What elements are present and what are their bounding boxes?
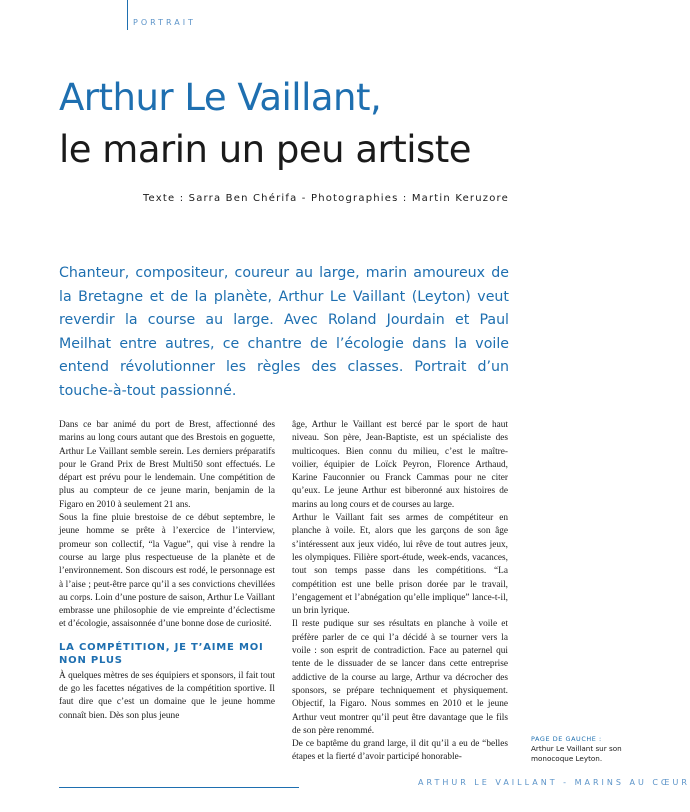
- article-title-line2: le marin un peu artiste: [59, 128, 472, 171]
- byline: Texte : Sarra Ben Chérifa - Photographies : Martin Keruzore: [142, 193, 509, 204]
- left-paragraph-3: À quelques mètres de ses équipiers et sponsors, il fait tout de go les facettes négatives de la compétition sportive. Il faut dire que c’est un domaine que le jeune homme connaît bien. Dès son plus jeune: [59, 670, 275, 721]
- right-paragraph-3: Il reste pudique sur ses résultats en planche à voile et préfère parler de ce qui l’a décidé à se tourner vers la voile : son esprit de contradiction. Face au paternel qui tente de le dissuader de se lancer dans cette entreprise addictive de la course au large, Arthur va décrocher des sponsors, se prépare techniquement et physiquement. Objectif, la Figaro. Nous sommes en 2010 et le jeune Arthur veut montrer qu’il peut être davantage que le fils de son père renommé.: [292, 619, 508, 736]
- running-head: ARTHUR LE VAILLANT - MARINS AU CŒUR: [418, 778, 690, 787]
- right-paragraph-2: Arthur le Vaillant fait ses armes de compétiteur en planche à voile. Et, alors que les garçons de son âge s’intéressent aux jeux vidéo, lui rêve de tout autres jeux, les olympiques. Filière sport-étude, week-ends, vacances, tout son temps passe dans les compétitions. “La compétition est une belle prison dorée par le travail, l’engagement et l’abnégation qu’elle implique” lance-t-il, un brin lyrique.: [292, 513, 508, 617]
- right-column: [292, 419, 508, 765]
- left-paragraph-1: Dans ce bar animé du port de Brest, affectionné des marins au long cours autant que des Brestois en goguette, Arthur Le Vaillant semble serein. Les derniers préparatifs pour le Grand Prix de Brest Multi50 sont effectués. Le départ est prévu pour le lendemain. Une compétition de plus au compteur de ce jeune marin, benjamin de la Figaro en 2010 à seulement 21 ans.: [59, 420, 275, 510]
- section-rule: [127, 0, 128, 30]
- chapo-intro: [59, 262, 509, 404]
- subheading: LA COMPÉTITION, JE T’AIME MOI NON PLUS: [59, 641, 264, 666]
- caption-text: Arthur Le Vaillant sur son monocoque Leyton.: [531, 744, 622, 763]
- right-paragraph-4: De ce baptême du grand large, il dit qu’il a eu de “belles étapes et la fierté d’avoir participé honorable-: [292, 739, 508, 763]
- right-paragraph-1: âge, Arthur le Vaillant est bercé par le sport de haut niveau. Son père, Jean-Baptiste, est un spécialiste des multicoques. Bien connu du milieu, c’est le maître-voilier, équipier de Loïck Peyron, Florence Arthaud, Karine Fauconnier ou Franck Cammas pour ne citer qu’eux. Le jeune Arthur est biberonné aux histoires de marins au long cours et de courses au large.: [292, 420, 508, 510]
- left-paragraph-2: Sous la fine pluie brestoise de ce début septembre, le jeune homme se prête à l’exercice de l’interview, promeur son collectif, “la Vague”, qui vise à rendre la course au large plus respectueuse de la planète et de l’environnement. Son discours est rodé, le personnage est à l’aise ; peut-être parce qu’il a ses convictions chevillées au corps. Loin d’une posture de saison, Arthur Le Vaillant embrasse une philosophie de vie empreinte d’éclectisme et d’écologie, assaisonnée d’une bonne dose de curiosité.: [59, 513, 275, 630]
- chapo-text: Chanteur, compositeur, coureur au large, marin amoureux de la Bretagne et de la planète, Arthur Le Vaillant (Leyton) veut reverdir la course au large. Avec Roland Jourdain et Paul Meilhat entre autres, ce chantre de l’écologie dans la voile entend révolutionner les règles des classes. Portrait d’un touche-à-tout passionné.: [59, 265, 509, 399]
- footer-rule: [59, 787, 299, 788]
- caption-label: PAGE DE GAUCHE :: [531, 735, 602, 743]
- section-tag: PORTRAIT: [133, 18, 196, 27]
- article-title-line1: Arthur Le Vaillant,: [59, 76, 382, 119]
- photo-caption: [531, 734, 641, 764]
- left-column: [59, 419, 275, 723]
